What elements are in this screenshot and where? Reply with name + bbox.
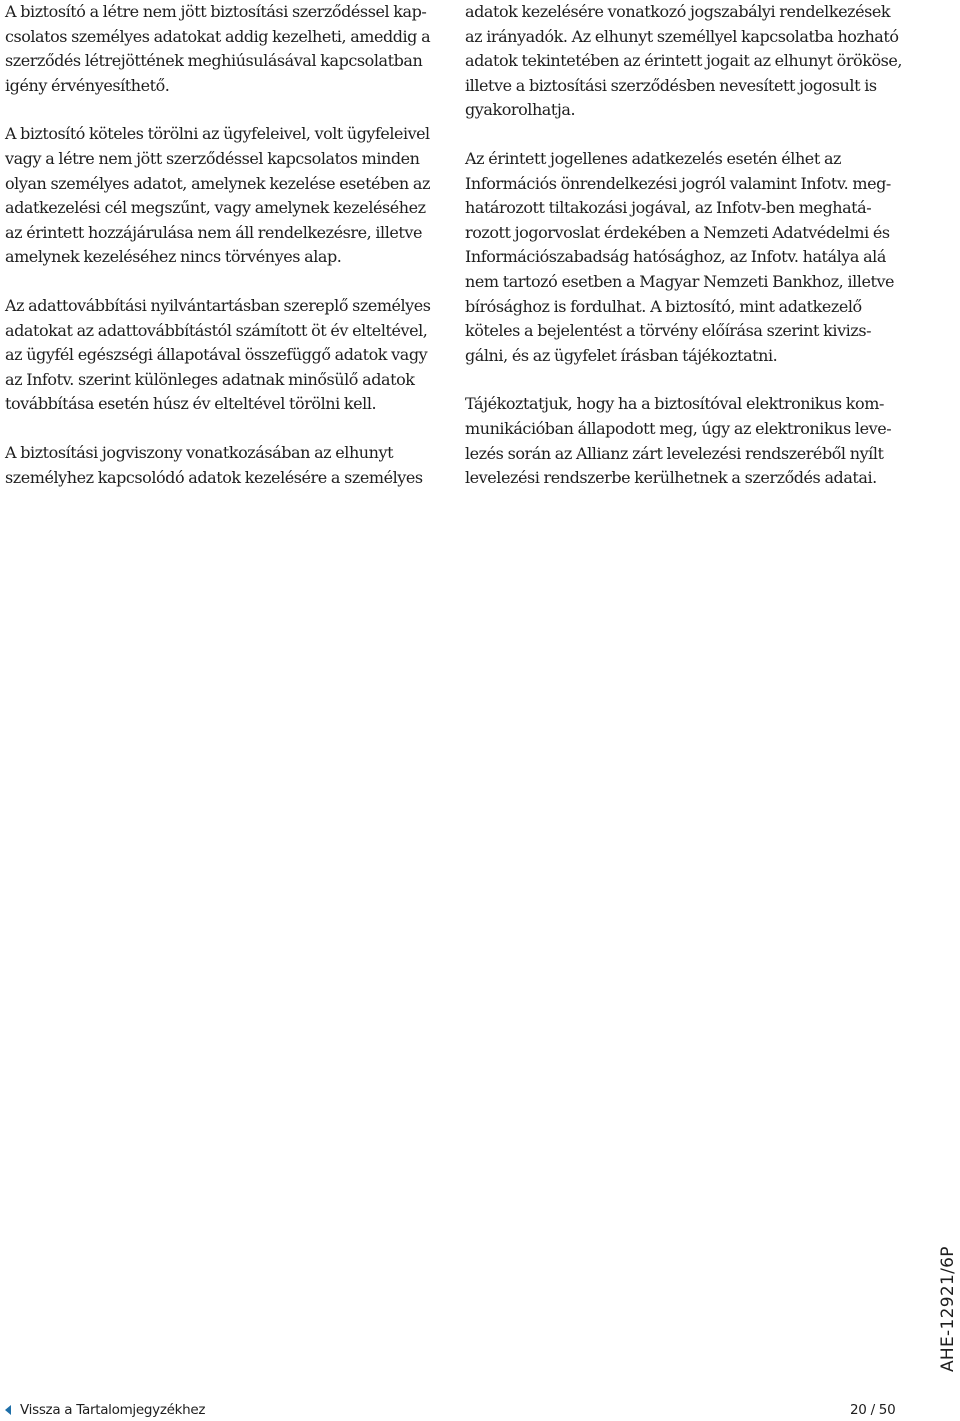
text-line: amelynek kezeléséhez nincs törvényes alap.: [5, 247, 342, 267]
text-line: nem tartozó esetben a Magyar Nemzeti Bankhoz, illetve: [465, 271, 895, 291]
text-line: A biztosító köteles törölni az ügyfeleivel, volt ügyfeleivel: [5, 124, 430, 144]
left-column: [5, 0, 430, 514]
text-line: személyhez kapcsolódó adatok kezelésére a személyes: [5, 467, 423, 487]
text-line: szerződés létrejöttének meghiúsulásával kapcsolatban: [5, 51, 423, 71]
text-line: rozott jogorvoslat érdekében a Nemzeti Adatvédelmi és: [465, 222, 890, 242]
paragraph: [465, 392, 905, 490]
text-line: továbbítása esetén húsz év elteltével törölni kell.: [5, 394, 377, 414]
text-line: az irányadók. Az elhunyt személlyel kapcsolatba hozható: [465, 26, 899, 46]
paragraph: [5, 122, 430, 270]
text-line: adatokat az adattovábbítástól számított öt év elteltével,: [5, 320, 428, 340]
paragraph: [5, 441, 430, 490]
text-line: az érintett hozzájárulása nem áll rendelkezésre, illetve: [5, 222, 422, 242]
text-line: munikációban állapodott meg, úgy az elektronikus leve-: [465, 418, 892, 438]
text-line: határozott tiltakozási jogával, az Infotv-ben meghatá-: [465, 198, 872, 218]
paragraph: [5, 294, 430, 417]
text-line: az Infotv. szerint különleges adatnak minősülő adatok: [5, 369, 415, 389]
text-line: az ügyfél egészségi állapotával összefüggő adatok vagy: [5, 345, 428, 365]
text-line: Információszabadság hatósághoz, az Infotv. hatálya alá: [465, 247, 886, 267]
text-line: Tájékoztatjuk, hogy ha a biztosítóval elektronikus kom-: [465, 394, 884, 414]
right-column: [465, 0, 905, 515]
text-line: csolatos személyes adatokat addig kezelheti, ameddig a: [5, 26, 431, 46]
text-line: Az adattovábbítási nyilvántartásban szereplő személyes: [5, 295, 431, 315]
text-line: olyan személyes adatot, amelynek kezelése esetében az: [5, 173, 430, 193]
triangle-left-icon: [5, 1405, 11, 1415]
text-line: adatok tekintetében az érintett jogait az elhunyt örököse,: [465, 51, 903, 71]
text-line: köteles a bejelentést a törvény előírása szerint kivizs-: [465, 321, 872, 341]
text-line: Információs önrendelkezési jogról valamint Infotv. meg-: [465, 173, 891, 193]
text-line: adatok kezelésére vonatkozó jogszabályi rendelkezések: [465, 2, 891, 21]
document-code: AHE-12921/6P: [938, 1246, 958, 1372]
text-line: bírósághoz is fordulhat. A biztosító, mint adatkezelő: [465, 296, 862, 316]
text-line: A biztosító a létre nem jött biztosítási szerződéssel kap-: [5, 2, 427, 21]
text-line: gálni, és az ügyfelet írásban tájékoztatni.: [465, 345, 778, 365]
text-line: levelezési rendszerbe kerülhetnek a szerződés adatai.: [465, 468, 877, 488]
paragraph: [5, 0, 430, 98]
back-to-contents-link[interactable]: [5, 1401, 205, 1419]
text-line: igény érvényesíthető.: [5, 75, 170, 95]
text-line: A biztosítási jogviszony vonatkozásában az elhunyt: [5, 442, 394, 462]
text-line: vagy a létre nem jött szerződéssel kapcsolatos minden: [5, 148, 420, 168]
text-line: illetve a biztosítási szerződésben nevesített jogosult is: [465, 75, 877, 95]
text-line: gyakorolhatja.: [465, 100, 576, 120]
text-line: lezés során az Allianz zárt levelezési rendszeréből nyílt: [465, 443, 884, 463]
text-line: Az érintett jogellenes adatkezelés esetén élhet az: [465, 148, 842, 168]
paragraph: [465, 147, 905, 368]
back-link-label: Vissza a Tartalomjegyzékhez: [20, 1402, 206, 1418]
page-number: 20 / 50: [850, 1402, 896, 1418]
text-line: adatkezelési cél megszűnt, vagy amelynek kezeléséhez: [5, 198, 426, 218]
paragraph: [465, 0, 905, 123]
